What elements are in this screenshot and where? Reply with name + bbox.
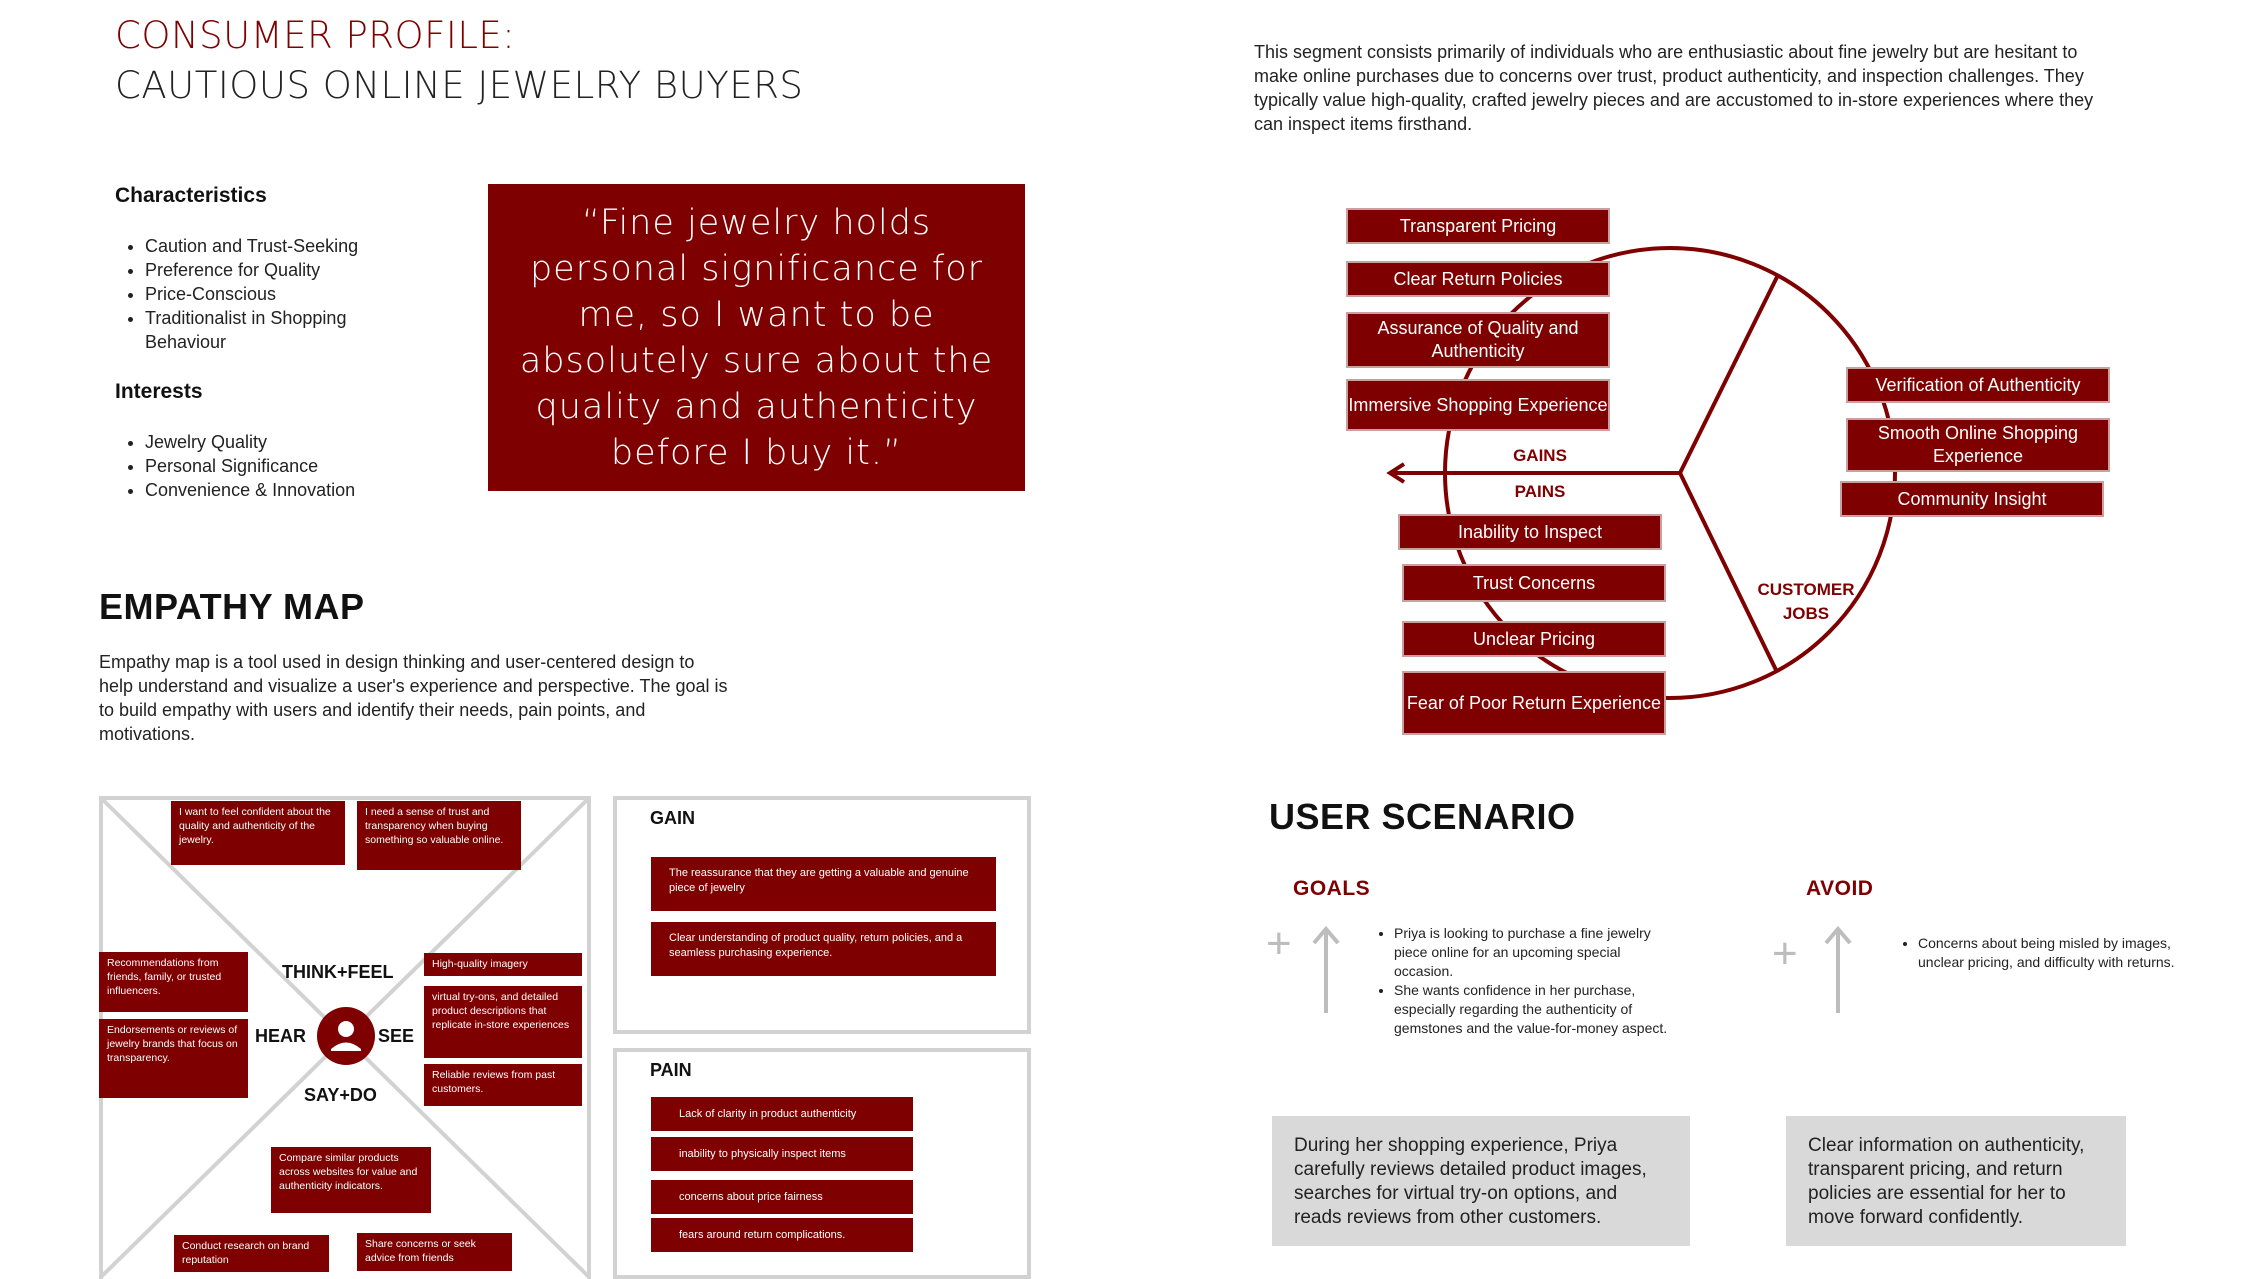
job-item: Smooth Online Shopping Experience — [1846, 418, 2110, 472]
gain-item: Assurance of Quality and Authenticity — [1346, 312, 1610, 368]
list-item: • Price-Conscious — [145, 282, 415, 306]
gain-note: Clear understanding of product quality, return policies, and a seamless purchasing experience. — [651, 922, 996, 976]
hear-label: HEAR — [255, 1026, 307, 1046]
goals-list — [1376, 924, 1676, 1038]
pain-item: Trust Concerns — [1402, 564, 1666, 602]
gain-item: Transparent Pricing — [1346, 208, 1610, 244]
see-label: SEE — [378, 1026, 415, 1046]
see-note: virtual try-ons, and detailed product descriptions that replicate in-store experiences — [424, 986, 582, 1058]
list-item: • Convenience & Innovation — [145, 478, 415, 502]
plus-icon: + — [1772, 929, 1798, 978]
characteristics-heading: Characteristics — [115, 184, 267, 207]
gain-box — [613, 796, 1031, 1034]
characteristics-list — [115, 234, 415, 354]
segment-intro: This segment consists primarily of individuals who are enthusiastic about fine jewelry but are hesitant to make online purchases due to concerns over trust, product authenticity, and inspection challenges. They typically value high-quality, crafted jewelry pieces and are accustomed to in-store experiences where they can inspect items firsthand. — [1254, 42, 2094, 134]
say-note: Compare similar products across websites for value and authenticity indicators. — [271, 1147, 431, 1213]
think-feel-label: THINK+FEEL — [282, 962, 394, 982]
list-item: • Preference for Quality — [145, 258, 415, 282]
customer-jobs-label: CUSTOMER JOBS — [1757, 580, 1855, 623]
list-item: • Traditionalist in Shopping Behaviour — [145, 306, 415, 354]
see-note: Reliable reviews from past customers. — [424, 1064, 582, 1106]
persona-quote: “Fine jewelry holds personal significance for me, so I want to be absolutely sure about the quality and authenticity before I buy it.” — [488, 184, 1025, 491]
pain-note: Lack of clarity in product authenticity — [651, 1097, 913, 1131]
think-note: I want to feel confident about the quality and authenticity of the jewelry. — [171, 801, 345, 865]
list-item: • Jewelry Quality — [145, 430, 415, 454]
say-note: Conduct research on brand reputation — [174, 1235, 329, 1272]
user-scenario-heading: USER SCENARIO — [1269, 796, 1576, 837]
job-item: Verification of Authenticity — [1846, 367, 2110, 403]
interests-heading: Interests — [115, 380, 203, 403]
hear-note: Recommendations from friends, family, or trusted influencers. — [99, 952, 248, 1012]
pain-item: Inability to Inspect — [1398, 514, 1662, 550]
plus-icon: + — [1266, 919, 1292, 968]
avoid-list — [1900, 934, 2200, 972]
list-item: • She wants confidence in her purchase, especially regarding the authenticity of gemstones and the value-for-money aspect. — [1394, 981, 1676, 1038]
gains-label: GAINS — [1513, 446, 1567, 465]
job-item: Community Insight — [1840, 481, 2104, 517]
list-item: • Concerns about being misled by images, unclear pricing, and difficulty with returns. — [1918, 934, 2200, 972]
list-item: • Personal Significance — [145, 454, 415, 478]
profile-title-line1: CONSUMER PROFILE: — [115, 14, 516, 57]
interests-list — [115, 430, 415, 502]
list-item: • Priya is looking to purchase a fine jewelry piece online for an upcoming special occasion. — [1394, 924, 1676, 981]
see-note: High-quality imagery — [424, 953, 582, 976]
scenario-summary-left: During her shopping experience, Priya carefully reviews detailed product images, searches for virtual try-on options, and reads reviews from other customers. — [1272, 1116, 1690, 1246]
pain-note: concerns about price fairness — [651, 1180, 913, 1214]
gain-item: Clear Return Policies — [1346, 261, 1610, 297]
gain-title: GAIN — [650, 808, 695, 828]
say-do-label: SAY+DO — [304, 1085, 377, 1105]
hear-note: Endorsements or reviews of jewelry brands that focus on transparency. — [99, 1019, 248, 1098]
empathy-map-heading: EMPATHY MAP — [99, 586, 365, 627]
pain-title: PAIN — [650, 1060, 692, 1080]
think-note: I need a sense of trust and transparency when buying something so valuable online. — [357, 801, 521, 870]
goals-heading: GOALS — [1293, 877, 1371, 900]
up-arrow-icon — [1823, 925, 1853, 1015]
pain-note: inability to physically inspect items — [651, 1137, 913, 1171]
say-note: Share concerns or seek advice from friends — [357, 1233, 512, 1271]
scenario-summary-right: Clear information on authenticity, transparent pricing, and return policies are essential for her to move forward confidently. — [1786, 1116, 2126, 1246]
gain-note: The reassurance that they are getting a valuable and genuine piece of jewelry — [651, 857, 996, 911]
pain-note: fears around return complications. — [651, 1218, 913, 1252]
pains-label: PAINS — [1514, 482, 1566, 501]
up-arrow-icon — [1311, 925, 1341, 1015]
pain-item: Fear of Poor Return Experience — [1402, 671, 1666, 735]
list-item: • Caution and Trust-Seeking — [145, 234, 415, 258]
avoid-heading: AVOID — [1806, 877, 1874, 900]
empathy-map-description: Empathy map is a tool used in design thinking and user-centered design to help understand and visualize a user's experience and perspective. The goal is to build empathy with users and identify their needs, pain points, and motivations. — [99, 652, 728, 744]
pain-item: Unclear Pricing — [1402, 621, 1666, 657]
user-icon — [316, 1006, 376, 1066]
gain-item: Immersive Shopping Experience — [1346, 379, 1610, 431]
profile-title-line2: CAUTIOUS ONLINE JEWELRY BUYERS — [115, 64, 804, 107]
